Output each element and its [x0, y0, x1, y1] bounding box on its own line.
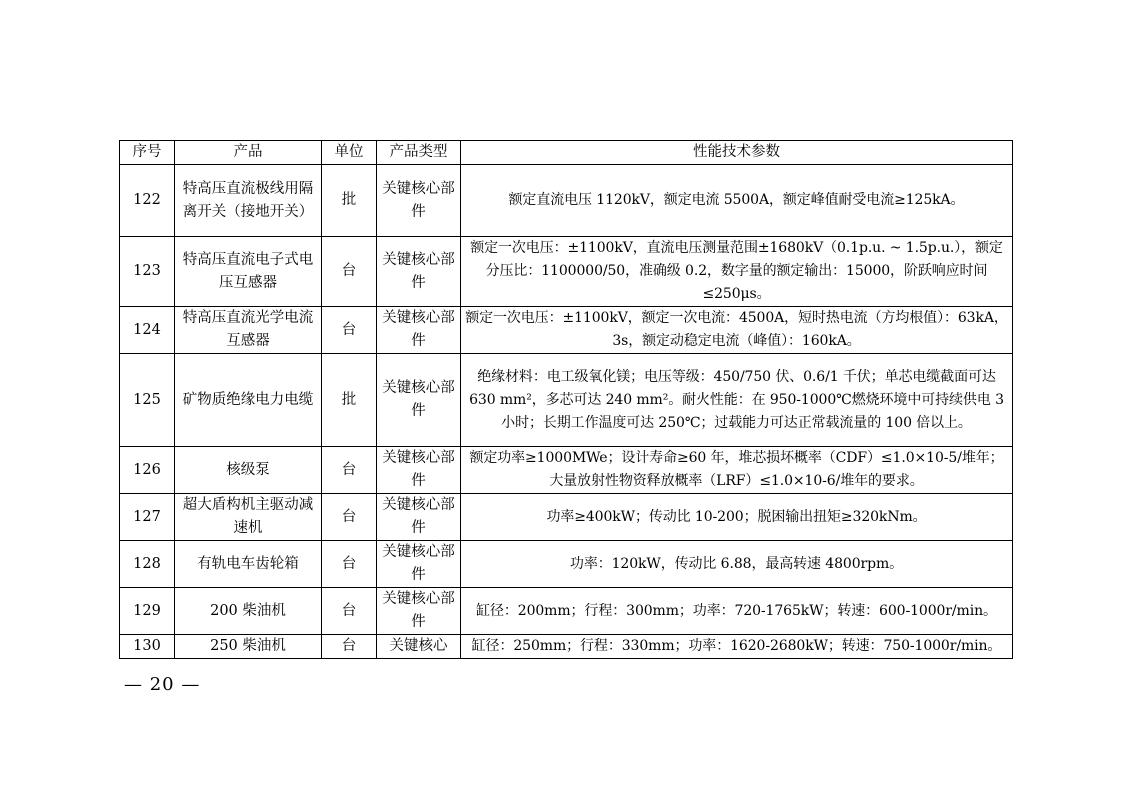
cell-product: 特高压直流光学电流互感器	[175, 307, 322, 354]
header-seq: 序号	[120, 141, 175, 165]
cell-spec: 缸径：250mm；行程：330mm；功率：1620-2680kW；转速：750-1000r/min。	[461, 635, 1013, 659]
table-row	[120, 541, 1013, 588]
cell-spec: 额定一次电压：±1100kV，额定一次电流：4500A，短时热电流（方均根值）：63kA，3s，额定动稳定电流（峰值）：160kA。	[461, 307, 1013, 354]
cell-seq: 128	[120, 541, 175, 588]
table-row	[120, 447, 1013, 494]
header-spec: 性能技术参数	[461, 141, 1013, 165]
cell-product: 200 柴油机	[175, 588, 322, 635]
cell-type: 关键核心部件	[377, 354, 461, 447]
cell-type: 关键核心部件	[377, 165, 461, 237]
cell-type: 关键核心部件	[377, 541, 461, 588]
table-header-row	[120, 141, 1013, 165]
cell-product: 超大盾构机主驱动减速机	[175, 494, 322, 541]
header-type: 产品类型	[377, 141, 461, 165]
cell-seq: 126	[120, 447, 175, 494]
table-row	[120, 635, 1013, 659]
spec-table	[119, 140, 1013, 659]
cell-spec: 额定功率≥1000MWe；设计寿命≥60 年，堆芯损坏概率（CDF）≤1.0×10-5/堆年；大量放射性物资释放概率（LRF）≤1.0×10-6/堆年的要求。	[461, 447, 1013, 494]
cell-product: 特高压直流电子式电压互感器	[175, 237, 322, 307]
cell-seq: 129	[120, 588, 175, 635]
table-row	[120, 307, 1013, 354]
cell-unit: 台	[322, 635, 377, 659]
cell-unit: 台	[322, 447, 377, 494]
cell-seq: 127	[120, 494, 175, 541]
header-unit: 单位	[322, 141, 377, 165]
cell-type: 关键核心部件	[377, 588, 461, 635]
cell-unit: 批	[322, 165, 377, 237]
header-product: 产品	[175, 141, 322, 165]
cell-product: 特高压直流极线用隔离开关（接地开关）	[175, 165, 322, 237]
cell-seq: 123	[120, 237, 175, 307]
cell-unit: 台	[322, 494, 377, 541]
cell-product: 矿物质绝缘电力电缆	[175, 354, 322, 447]
cell-type: 关键核心	[377, 635, 461, 659]
table-row	[120, 494, 1013, 541]
table-row	[120, 237, 1013, 307]
table-row	[120, 165, 1013, 237]
cell-spec: 额定一次电压：±1100kV，直流电压测量范围±1680kV（0.1p.u. ~ 1.5p.u.），额定分压比：1100000/50，准确级 0.2，数字量的额定输出：15000，阶跃响应时间≤250μs。	[461, 237, 1013, 307]
cell-type: 关键核心部件	[377, 447, 461, 494]
cell-seq: 125	[120, 354, 175, 447]
cell-seq: 122	[120, 165, 175, 237]
cell-unit: 台	[322, 307, 377, 354]
cell-spec: 功率：120kW，传动比 6.88，最高转速 4800rpm。	[461, 541, 1013, 588]
cell-product: 核级泵	[175, 447, 322, 494]
cell-unit: 批	[322, 354, 377, 447]
cell-spec: 额定直流电压 1120kV，额定电流 5500A，额定峰值耐受电流≥125kA。	[461, 165, 1013, 237]
cell-spec: 缸径：200mm；行程：300mm；功率：720-1765kW；转速：600-1000r/min。	[461, 588, 1013, 635]
table-row	[120, 588, 1013, 635]
cell-unit: 台	[322, 541, 377, 588]
cell-product: 有轨电车齿轮箱	[175, 541, 322, 588]
cell-spec: 功率≥400kW；传动比 10-200；脱困输出扭矩≥320kNm。	[461, 494, 1013, 541]
page-number: — 20 —	[124, 674, 201, 695]
cell-unit: 台	[322, 588, 377, 635]
cell-type: 关键核心部件	[377, 237, 461, 307]
cell-product: 250 柴油机	[175, 635, 322, 659]
cell-seq: 124	[120, 307, 175, 354]
cell-seq: 130	[120, 635, 175, 659]
table-row	[120, 354, 1013, 447]
cell-spec: 绝缘材料：电工级氧化镁；电压等级：450/750 伏、0.6/1 千伏；单芯电缆截面可达 630 mm²，多芯可达 240 mm²。耐火性能：在 950-1000℃燃烧环境中可持续供电 3 小时；长期工作温度可达 250℃；过载能力可达正常载流量的 100 倍以上。	[461, 354, 1013, 447]
cell-type: 关键核心部件	[377, 494, 461, 541]
cell-type: 关键核心部件	[377, 307, 461, 354]
cell-unit: 台	[322, 237, 377, 307]
